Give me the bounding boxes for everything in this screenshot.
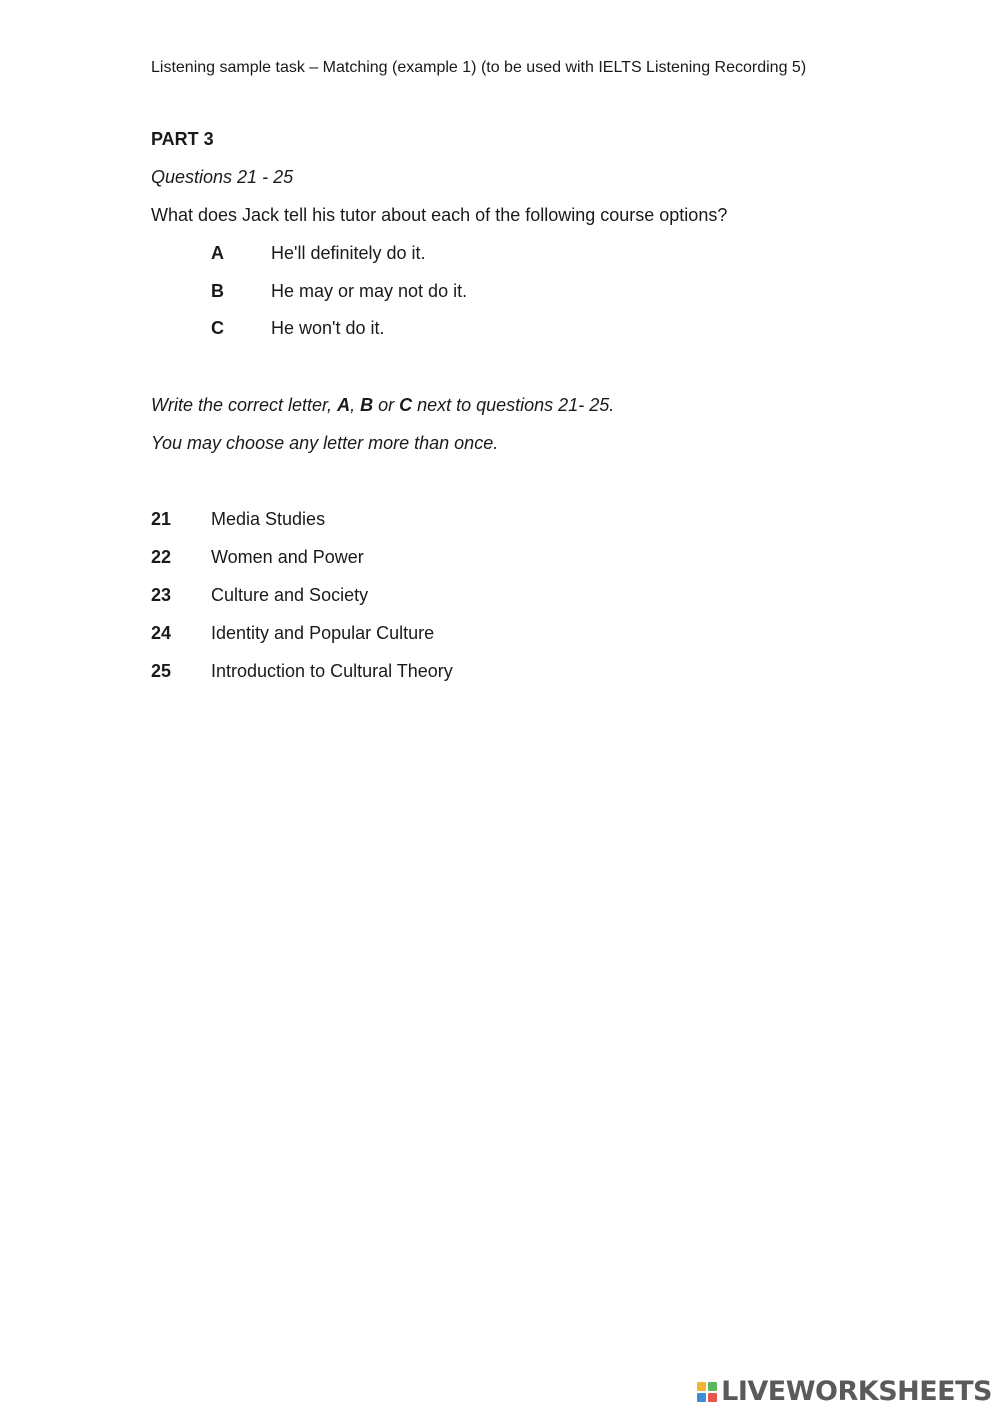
question-number: 23 [151, 585, 172, 605]
logo-square [697, 1382, 706, 1391]
question-25 [151, 661, 453, 682]
logo-square [708, 1382, 717, 1391]
option-a [211, 243, 426, 264]
question-text: Introduction to Cultural Theory [211, 661, 453, 681]
question-24 [151, 623, 434, 644]
option-letter: B [211, 281, 224, 301]
question-21 [151, 509, 325, 530]
instruction-repeat-letters: You may choose any letter more than once. [151, 433, 499, 453]
logo-square [708, 1393, 717, 1402]
instruction-write-letter [151, 395, 614, 416]
question-22 [151, 547, 364, 568]
instruction-text: Write the correct letter, [151, 395, 338, 415]
option-c [211, 318, 385, 339]
option-letter: A [211, 243, 224, 263]
question-text: Women and Power [211, 547, 364, 567]
instruction-letter-a: A [337, 395, 351, 415]
page-header: Listening sample task – Matching (example 1) (to be used with IELTS Listening Recording 5) [151, 59, 807, 76]
instruction-letter-c: C [399, 395, 413, 415]
question-23 [151, 585, 368, 606]
questions-range: Questions 21 - 25 [151, 167, 294, 187]
question-prompt: What does Jack tell his tutor about each of the following course options? [151, 205, 728, 225]
logo-text: LIVEWORKSHEETS [721, 1376, 992, 1407]
question-text: Identity and Popular Culture [211, 623, 435, 643]
part-title: PART 3 [151, 129, 214, 149]
question-text: Media Studies [211, 509, 326, 529]
logo-mark-icon [697, 1382, 717, 1402]
question-number: 21 [151, 509, 172, 529]
option-letter: C [211, 318, 224, 338]
instruction-text-end: next to questions 21- 25. [412, 395, 615, 415]
instruction-letter-b: B [360, 395, 374, 415]
option-text: He won't do it. [271, 318, 385, 338]
liveworksheets-logo [697, 1376, 992, 1407]
question-number: 22 [151, 547, 172, 567]
question-text: Culture and Society [211, 585, 369, 605]
option-text: He'll definitely do it. [271, 243, 426, 263]
instruction-comma: , [350, 395, 361, 415]
instruction-or: or [373, 395, 400, 415]
option-b [211, 281, 467, 302]
question-number: 24 [151, 623, 172, 643]
option-text: He may or may not do it. [271, 281, 468, 301]
question-number: 25 [151, 661, 172, 681]
logo-square [697, 1393, 706, 1402]
